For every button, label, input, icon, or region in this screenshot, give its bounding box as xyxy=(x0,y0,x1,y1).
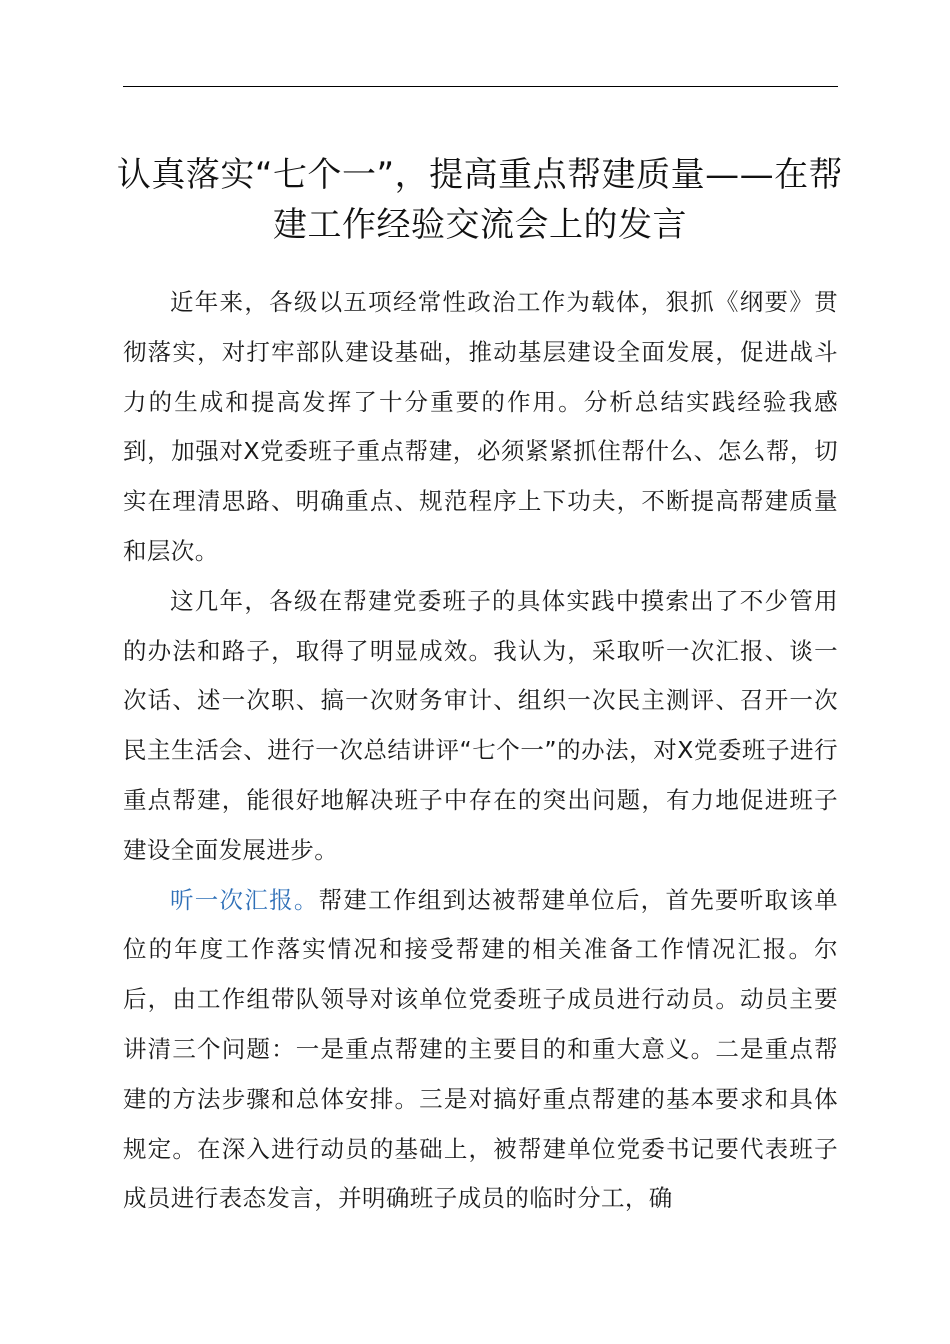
paragraph-1 xyxy=(123,278,838,577)
paragraph-3 xyxy=(123,876,838,1225)
header-rule xyxy=(123,86,838,87)
document-title: 认真落实“七个一”，提高重点帮建质量——在帮建工作经验交流会上的发言 xyxy=(116,155,844,245)
section-heading: 听一次汇报。 xyxy=(170,885,319,914)
paragraph-text: 这几年，各级在帮建党委班子的具体实践中摸索出了不少管用的办法和路子，取得了明显成效。我认为，采取听一次汇报、谈一次话、述一次职、搞一次财务审计、组织一次民主测评、召开一次民主生活会、进行一次总结讲评“七个一”的办法，对X党委班子进行重点帮建，能很好地解决班子中存在的突出问题，有力地促进班子建设全面发展进步。 xyxy=(123,586,838,864)
paragraph-text: 帮建工作组到达被帮建单位后，首先要听取该单位的年度工作落实情况和接受帮建的相关准备工作情况汇报。尔后，由工作组带队领导对该单位党委班子成员进行动员。动员主要讲清三个问题：一是重点帮建的主要目的和重大意义。二是重点帮建的方法步骤和总体安排。三是对搞好重点帮建的基本要求和具体规定。在深入进行动员的基础上，被帮建单位党委书记要代表班子成员进行表态发言，并明确班子成员的临时分工，确 xyxy=(123,885,838,1213)
paragraph-text: 近年来，各级以五项经常性政治工作为载体，狠抓《纲要》贯彻落实，对打牢部队建设基础，推动基层建设全面发展，促进战斗力的生成和提高发挥了十分重要的作用。分析总结实践经验我感到，加强对X党委班子重点帮建，必须紧紧抓住帮什么、怎么帮，切实在理清思路、明确重点、规范程序上下功夫，不断提高帮建质量和层次。 xyxy=(123,288,838,565)
document-body xyxy=(123,278,838,1224)
paragraph-2 xyxy=(123,577,838,876)
